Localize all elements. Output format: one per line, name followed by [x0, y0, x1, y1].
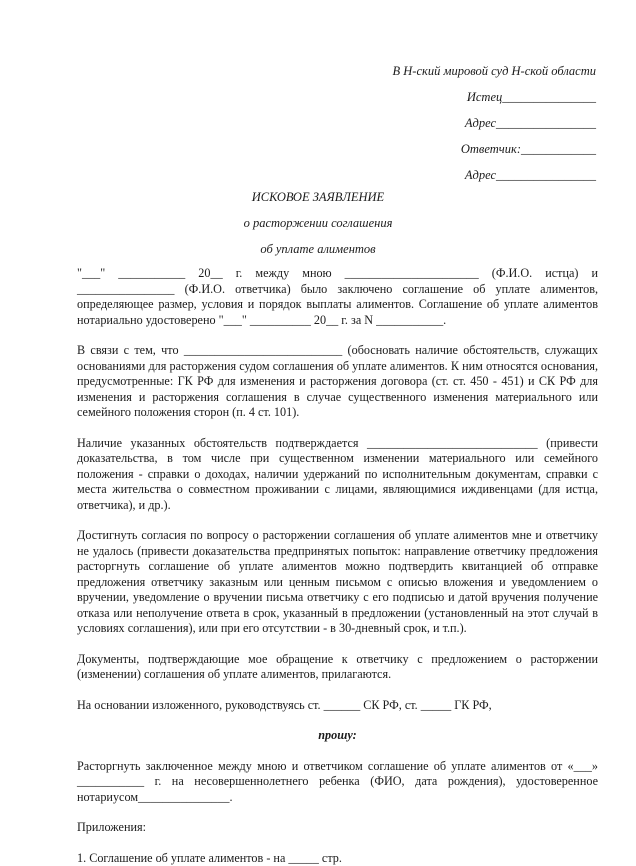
plaintiff-line: Истец_______________: [393, 90, 596, 116]
paragraph-agreement: "___" ___________ 20__ г. между мною ______________________ (Ф.И.О. истца) и ________________ (Ф.И.О. ответчика) было заключено соглашение об уплате алиментов, определяющее размер, условия и порядок выплаты алиментов. Соглашение об уплате алиментов нотариально удостоверено "___" __________ 20__ г. за N ___________.: [77, 266, 598, 328]
document-subtitle-2: об уплате алиментов: [0, 242, 636, 268]
paragraph-evidence: Наличие указанных обстоятельств подтверждается ____________________________ (привести доказательства, в том числе при существенном изменении материального или семейного положения - справки о доходах, наличии удержаний по исполнительным документам, справки с места жительства о совместном проживании с лицами, являющимися иждивенцами (для истца, ответчика), и др.).: [77, 436, 598, 514]
plaintiff-address-line: Адрес________________: [393, 116, 596, 142]
paragraph-attempts: Достигнуть согласия по вопросу о расторжении соглашения об уплате алиментов мне и ответчику не удалось (привести доказательства предпринятых попыток: направление ответчику предложения расторгнуть соглашение об уплате алиментов можно подтвердить квитанцией об отправке предложения ответчику заказным или ценным письмом с описью вложения и уведомлением о вручении, уведомление о вручении письма ответчику с его подписью и датой вручения получение отказа или неполучение ответа в срок, указанный в предложении (установленный на этот случай в условиях соглашения), или при его отсутствии - в 30-дневный срок, и т.п.).: [77, 528, 598, 637]
document-title-block: [0, 190, 636, 268]
court-name: В Н-ский мировой суд Н-ской области: [393, 64, 596, 90]
document-body: [77, 266, 598, 866]
defendant-address-line: Адрес________________: [393, 168, 596, 194]
request-heading: прошу:: [77, 728, 598, 744]
attachments-heading: Приложения:: [77, 820, 598, 836]
paragraph-grounds: В связи с тем, что __________________________ (обосновать наличие обстоятельств, служащих основаниями для расторжения судом соглашения об уплате алиментов. К ним относятся основания, предусмотренные: ГК РФ для изменения и расторжения договора (ст. ст. 450 - 451) и СК РФ для изменения и расторжения соглашения в случае существенного изменения материального или семейного положения сторон (п. 4 ст. 101).: [77, 343, 598, 421]
document-header: [393, 64, 596, 194]
defendant-line: Ответчик:____________: [393, 142, 596, 168]
document-subtitle-1: о расторжении соглашения: [0, 216, 636, 242]
paragraph-legal-basis: На основании изложенного, руководствуясь ст. ______ СК РФ, ст. _____ ГК РФ,: [77, 698, 598, 714]
paragraph-documents: Документы, подтверждающие мое обращение к ответчику с предложением о расторжении (изменении) соглашения об уплате алиментов, прилагаются.: [77, 652, 598, 683]
document-title: ИСКОВОЕ ЗАЯВЛЕНИЕ: [0, 190, 636, 216]
paragraph-request: Расторгнуть заключенное между мною и ответчиком соглашение об уплате алиментов от «___» ___________ г. на несовершеннолетнего ребенка (ФИО, дата рождения), удостоверенное нотариусом_______________.: [77, 759, 598, 806]
attachment-item-1: 1. Соглашение об уплате алиментов - на _____ стр.: [77, 851, 598, 866]
